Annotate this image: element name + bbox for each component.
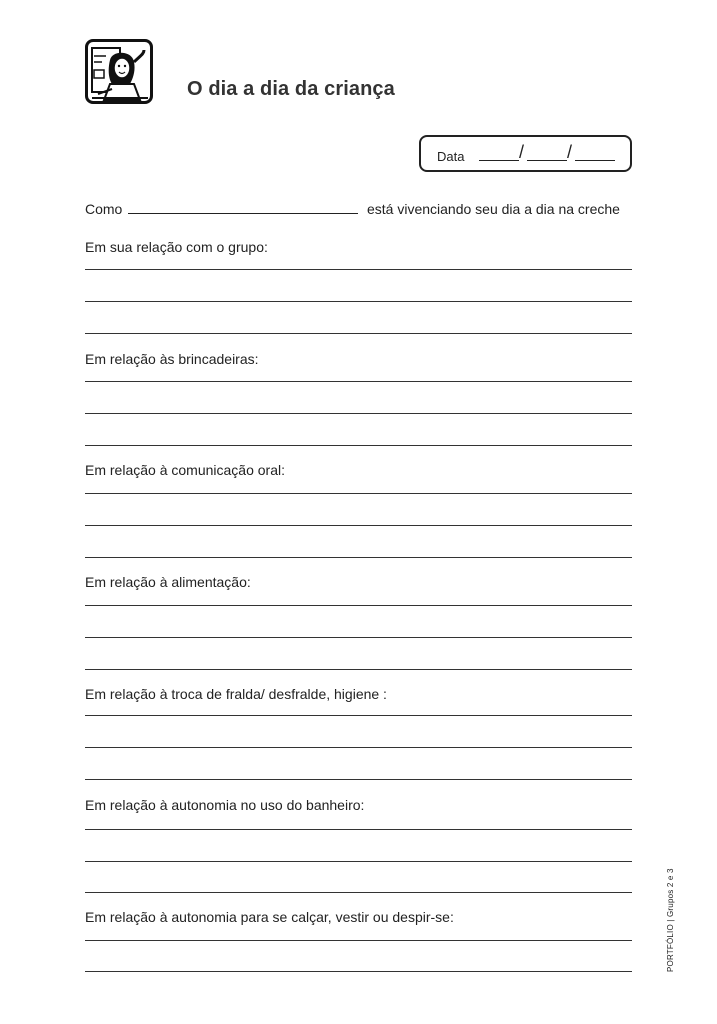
date-separator: /	[519, 142, 525, 162]
answer-line[interactable]	[85, 669, 632, 670]
portfolio-side-note: PORTFÓLIO | Grupos 2 e 3	[666, 868, 675, 972]
intro-suffix: está vivenciando seu dia a dia na creche	[367, 201, 620, 217]
answer-line[interactable]	[85, 381, 632, 382]
child-name-field[interactable]	[128, 213, 358, 214]
answer-line[interactable]	[85, 747, 632, 748]
intro-prefix: Como	[85, 201, 123, 217]
answer-line[interactable]	[85, 829, 632, 830]
answer-line[interactable]	[85, 525, 632, 526]
answer-line[interactable]	[85, 779, 632, 780]
answer-line[interactable]	[85, 333, 632, 334]
teacher-logo-icon	[85, 39, 153, 104]
answer-line[interactable]	[85, 861, 632, 862]
section-label-banheiro: Em relação à autonomia no uso do banheiro:	[85, 797, 365, 813]
answer-line[interactable]	[85, 637, 632, 638]
answer-line[interactable]	[85, 493, 632, 494]
page-title: O dia a dia da criança	[187, 78, 395, 100]
section-label-comunicacao: Em relação à comunicação oral:	[85, 462, 285, 478]
answer-line[interactable]	[85, 892, 632, 893]
date-day-field[interactable]	[479, 160, 519, 161]
date-year-field[interactable]	[575, 160, 615, 161]
date-box	[419, 135, 632, 172]
date-month-field[interactable]	[527, 160, 567, 161]
date-label: Data	[437, 149, 465, 164]
section-label-brincadeiras: Em relação às brincadeiras:	[85, 351, 259, 367]
date-separator: /	[567, 142, 573, 162]
answer-line[interactable]	[85, 301, 632, 302]
answer-line[interactable]	[85, 413, 632, 414]
section-label-higiene: Em relação à troca de fralda/ desfralde, higiene :	[85, 686, 387, 702]
answer-line[interactable]	[85, 940, 632, 941]
answer-line[interactable]	[85, 557, 632, 558]
answer-line[interactable]	[85, 971, 632, 972]
section-label-alimentacao: Em relação à alimentação:	[85, 574, 251, 590]
answer-line[interactable]	[85, 605, 632, 606]
section-label-vestir: Em relação à autonomia para se calçar, vestir ou despir-se:	[85, 909, 454, 925]
answer-line[interactable]	[85, 715, 632, 716]
answer-line[interactable]	[85, 445, 632, 446]
answer-line[interactable]	[85, 269, 632, 270]
section-label-grupo: Em sua relação com o grupo:	[85, 239, 268, 255]
